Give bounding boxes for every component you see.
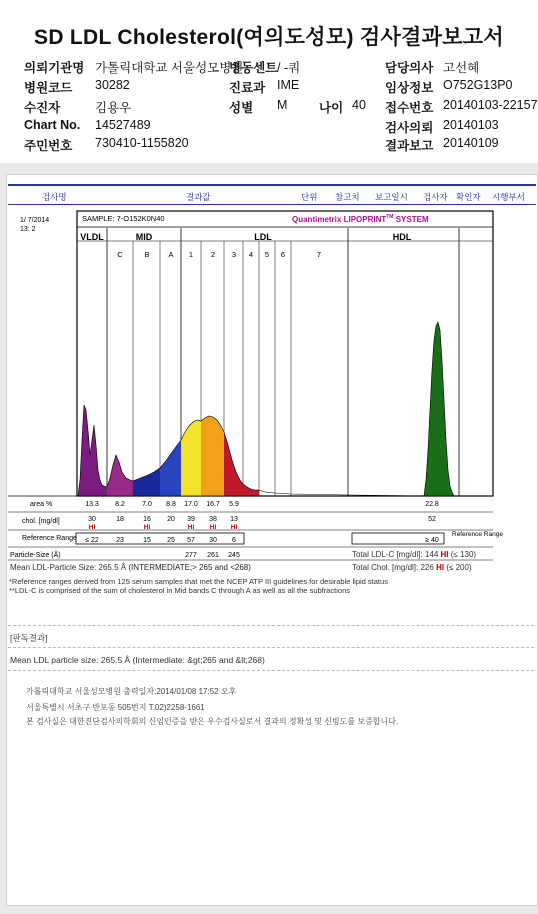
field-value: O752G13P0	[443, 78, 513, 92]
field-label: 나이	[319, 101, 344, 115]
field-label: 병동센트	[229, 61, 278, 75]
field-value: 가톨릭대학교 서울성모병원	[95, 61, 244, 75]
ref-range-value: 23	[116, 537, 124, 544]
ref-range-value: ≤ 22	[85, 537, 99, 544]
col-header: 검사명	[42, 192, 67, 202]
field-label: 성별	[229, 101, 254, 115]
ref-range-value: 30	[209, 537, 217, 544]
mean-ldl-line	[10, 563, 251, 572]
field-value: 30282	[95, 78, 130, 92]
field-value: 20140103-22157	[443, 98, 538, 112]
hi-flag: HI	[143, 524, 151, 531]
field-label: 검사의뢰	[385, 121, 434, 135]
total-ldl-line	[352, 550, 476, 559]
mid-c-area	[107, 455, 133, 496]
ref-range-value: 6	[232, 537, 236, 544]
total-ldl-value: 144	[424, 550, 439, 559]
chol-value: 16	[143, 516, 151, 523]
chol-value: 39	[187, 516, 195, 523]
row-label-area: area %	[30, 501, 53, 508]
divider	[8, 670, 534, 671]
band-label: 1	[188, 250, 194, 259]
hi-flag: HI	[88, 524, 96, 531]
band-label: A	[168, 250, 174, 259]
chart-time: 13: 2	[20, 226, 36, 233]
area-pct-value: 7.0	[142, 501, 152, 508]
comment-text: Mean LDL particle size: 265.5 Å (Intermediate: &gt;265 and &lt;268)	[10, 655, 265, 665]
chol-value: 38	[209, 516, 217, 523]
field-label: 접수번호	[385, 101, 434, 115]
footer-line-3: 본 검사실은 대한진단검사의학회의 신임인증을 받은 우수검사실로서 결과의 정확성 및 신빙도를 보증합니다.	[26, 717, 399, 726]
footnote-1: *Reference ranges derived from 125 serum samples that met the NCEP ATP III guidelines for desirable lipid status	[9, 577, 388, 586]
ref-range-box	[76, 533, 244, 544]
area-pct-value: 17.0	[184, 501, 198, 508]
band-label: 5	[264, 250, 270, 259]
group-label-ldl: LDL	[254, 232, 272, 242]
footnote-2: **LDL-C is comprised of the sum of cholesterol in Mid bands C through A as well as all the subfractions	[9, 586, 351, 595]
ref-range-side-label: Reference Range	[452, 531, 503, 538]
total-ldl-label: Total LDL-C [mg/dl]:	[352, 550, 423, 559]
ref-range-value: 15	[143, 537, 151, 544]
field-label: 결과보고	[385, 139, 434, 153]
field-value: / -쿼	[277, 61, 301, 75]
band-label: 6	[280, 250, 286, 259]
field-value: 20140109	[443, 136, 499, 150]
col-header: 보고일시	[375, 192, 408, 202]
field-value: 20140103	[443, 118, 499, 132]
footer-line-1: 가톨릭대학교 서울성모병원 출력일자:2014/01/08 17:52 오후	[26, 687, 237, 696]
field-value: 14527489	[95, 118, 151, 132]
col-header: 시행부서	[492, 192, 525, 202]
total-chol-hi: HI	[436, 563, 445, 572]
divider	[8, 625, 534, 626]
divider	[8, 647, 534, 648]
hi-flag: HI	[209, 524, 217, 531]
mid-b-area	[133, 468, 160, 496]
vldl-area	[78, 405, 107, 496]
ldl2-area	[201, 416, 224, 496]
row-label-ref: Reference Range	[22, 535, 77, 542]
total-chol-line	[352, 563, 472, 572]
field-label: 의뢰기관명	[24, 61, 85, 75]
col-header: 단위	[301, 192, 318, 202]
area-pct-value: 22.8	[425, 501, 439, 508]
field-label: 진료과	[229, 81, 266, 95]
chol-value: 18	[116, 516, 124, 523]
mid-a-area	[160, 440, 181, 496]
total-chol-ref: (≤ 200)	[446, 563, 472, 572]
mean-value: 265.5 Å	[98, 563, 127, 572]
total-chol-value: 226	[420, 563, 434, 572]
footer-line-2: 서울특별시 서초구 반포동 505번지 T.02)2258-1661	[26, 703, 205, 712]
field-label: Chart No.	[24, 118, 81, 132]
field-label: 병원코드	[24, 81, 73, 95]
area-pct-value: 8.2	[115, 501, 125, 508]
field-label: 수진자	[24, 101, 61, 115]
particle-size-value: 245	[228, 552, 240, 559]
chol-value: 20	[167, 516, 175, 523]
area-pct-value: 8.8	[166, 501, 176, 508]
field-label: 주민번호	[24, 139, 73, 153]
band-label: 3	[231, 250, 237, 259]
chol-value: 52	[428, 516, 436, 523]
field-value: 김용우	[95, 101, 132, 115]
report-title: SD LDL Cholesterol(여의도성모) 검사결과보고서	[34, 26, 504, 49]
group-label-vldl: VLDL	[80, 232, 104, 242]
brand-logo: Quantimetrix LIPOPRINT™ SYSTEM	[292, 214, 429, 224]
ldl1-area	[181, 420, 201, 496]
band-label: 2	[210, 250, 216, 259]
area-pct-value: 13.3	[85, 501, 99, 508]
total-ldl-ref: (≤ 130)	[450, 550, 477, 559]
chol-value: 30	[88, 516, 96, 523]
mean-interpretation: (INTERMEDIATE;> 265 and <268)	[128, 563, 251, 572]
total-chol-label: Total Chol. [mg/dl]:	[352, 563, 419, 572]
area-pct-value: 5.9	[229, 501, 239, 508]
trace-fills	[78, 322, 454, 496]
hi-flag: HI	[187, 524, 195, 531]
col-header: 확인자	[456, 192, 481, 202]
field-label: 임상정보	[385, 81, 434, 95]
group-label-mid: MID	[135, 232, 153, 242]
comment-header: [판독결과]	[10, 633, 48, 643]
col-header: 참고치	[335, 192, 360, 202]
row-label-chol: chol. [mg/dl]	[22, 518, 60, 525]
group-label-hdl: HDL	[392, 232, 412, 242]
total-ldl-hi: HI	[440, 550, 449, 559]
particle-size-value: 277	[185, 552, 197, 559]
field-label: 담당의사	[385, 61, 434, 75]
field-value: M	[277, 98, 288, 112]
area-pct-value: 16.7	[206, 501, 220, 508]
field-value: 고선혜	[443, 61, 480, 75]
band-label: 7	[316, 250, 322, 259]
col-header: 결과값	[186, 192, 211, 202]
chol-value: 13	[230, 516, 238, 523]
ref-range-value: 25	[167, 537, 175, 544]
field-value: 730410-1155820	[95, 136, 189, 150]
ref-range-value: ≥ 40	[425, 537, 439, 544]
chart-date: 1/ 7/2014	[20, 217, 50, 224]
row-label-particle: Particle-Size (Å)	[10, 552, 61, 559]
band-label: C	[117, 250, 123, 259]
hi-flag: HI	[230, 524, 238, 531]
col-header: 검사자	[423, 192, 448, 202]
field-value: 40	[352, 98, 366, 112]
sample-id: SAMPLE: 7-O152K0N40	[82, 214, 165, 223]
ref-range-value: 57	[187, 537, 195, 544]
band-label: B	[144, 250, 150, 259]
mean-label: Mean LDL-Particle Size:	[10, 563, 97, 572]
particle-size-value: 261	[207, 552, 219, 559]
band-label: 4	[248, 250, 254, 259]
hdl-area	[424, 322, 454, 496]
field-value: IME	[277, 78, 300, 92]
